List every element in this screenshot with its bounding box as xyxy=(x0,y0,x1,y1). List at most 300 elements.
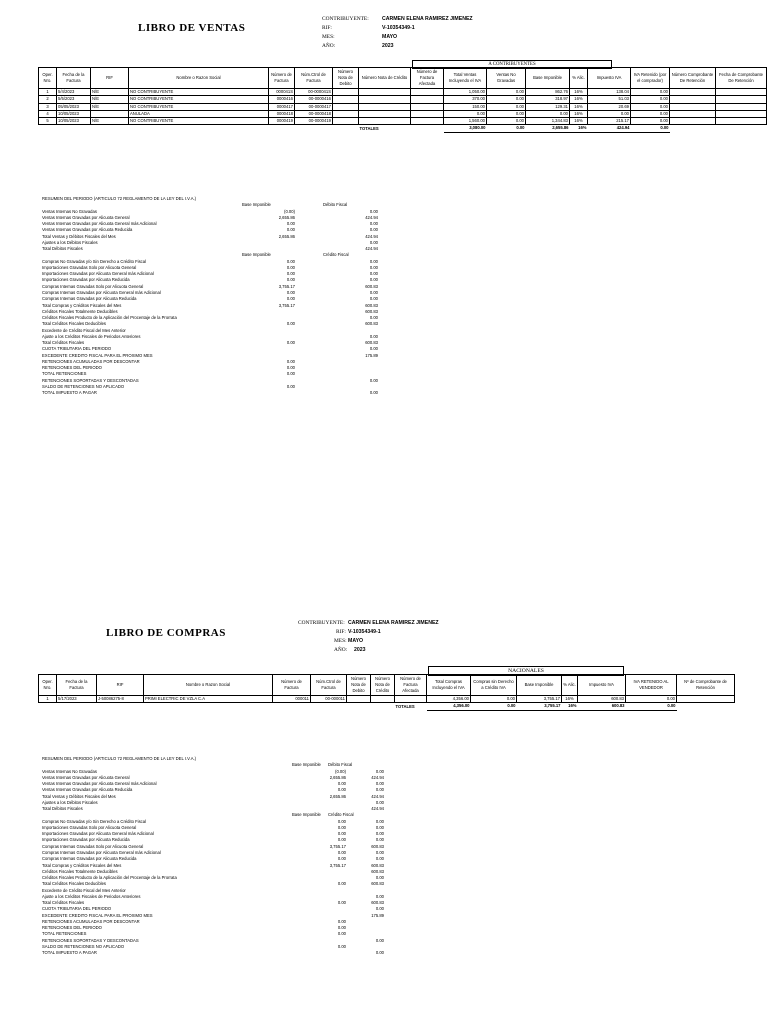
table-cell: 370.00 xyxy=(444,96,487,103)
table-cell xyxy=(716,96,767,103)
table-cell xyxy=(411,118,444,125)
summary-base-value: 0.00 xyxy=(337,856,346,862)
summary-fiscal-value: 600.83 xyxy=(371,868,384,874)
table-cell: NO CONTRIBUYENTE xyxy=(129,118,269,125)
table-cell: 129.31 xyxy=(526,103,570,110)
table-cell xyxy=(347,696,371,703)
table-cell: 10/05/2023 xyxy=(57,110,91,117)
table-row xyxy=(39,103,767,110)
summary-label: Ventas Internas Gravadas por Alicuota General xyxy=(42,774,130,780)
table-cell: 0000419 xyxy=(269,118,295,125)
summary-label: Total Créditos Fiscales xyxy=(42,340,85,346)
summary-base-value: (0.00) xyxy=(335,768,346,774)
summary-base-value: 2,655.86 xyxy=(329,793,346,799)
table-cell: 3,755.17 xyxy=(517,696,562,703)
summary-fiscal-value: 0.00 xyxy=(375,875,384,881)
sales-book-title: LIBRO DE VENTAS xyxy=(138,22,246,34)
column-header: IVA RETENIDO AL VENDEDOR xyxy=(626,675,677,696)
column-header: Impuesto IVA xyxy=(588,68,631,89)
year-value: 2023 xyxy=(382,43,394,49)
summary-base-value: 0.00 xyxy=(286,227,295,233)
summary-fiscal-value: 600.83 xyxy=(365,321,378,327)
summary-base-value: 0.00 xyxy=(337,818,346,824)
summary-label: Total Compras y Créditos Fiscales del Mes xyxy=(42,862,122,868)
summary-fiscal-value: 600.83 xyxy=(371,881,384,887)
table-cell: 1 xyxy=(39,89,57,96)
summary-base-value: 3,755.17 xyxy=(329,843,346,849)
summary-base-value: 0.00 xyxy=(286,340,295,346)
table-row xyxy=(39,96,767,103)
summary-fiscal-value: 0.00 xyxy=(375,799,384,805)
table-cell xyxy=(411,96,444,103)
rif-label: RIF: xyxy=(322,25,332,31)
table-cell: 0000418 xyxy=(269,110,295,117)
table-cell: N/E xyxy=(91,96,129,103)
summary-base-value: 0.00 xyxy=(337,881,346,887)
table-cell: 3 xyxy=(39,103,57,110)
summary-fiscal-value: 0.00 xyxy=(375,856,384,862)
summary-label: EXCEDENTE CREDITO FISCAL PARA EL PROXIMO MES xyxy=(42,352,153,358)
table-cell: 0.00 xyxy=(631,118,670,125)
summary-label: Compras Internas Gravadas Solo por Alicuota General xyxy=(42,843,144,849)
summary-label: Total Ventas y Débitos Fiscales del Mes xyxy=(42,793,116,799)
summary-fiscal-value: 0.00 xyxy=(375,849,384,855)
totals-cell-label: TOTALES xyxy=(395,703,415,709)
summary-base-value: 0.00 xyxy=(337,918,346,924)
purchases-period-summary xyxy=(42,756,402,957)
summary-fiscal-value: 0.00 xyxy=(369,271,378,277)
summary-fiscal-value: 600.83 xyxy=(371,900,384,906)
table-cell: 1,560.00 xyxy=(444,118,487,125)
table-cell: 600.83 xyxy=(578,696,626,703)
column-header: Ventas No Gravadas xyxy=(487,68,526,89)
summary-title: RESUMEN DEL PERIODO (ARTICULO 72 REGLAMENTO DE LA LEY DEL I.V.A.) xyxy=(42,196,197,201)
totals-cell-alic: 16% xyxy=(570,125,588,132)
table-cell: 16% xyxy=(570,103,588,110)
totals-cell-total: 3,080.00 xyxy=(444,125,487,132)
rif-value: V-10354349-1 xyxy=(348,629,381,635)
column-header: Compras sin Derecho a Crédito IVA xyxy=(471,675,517,696)
column-header: Fecha de Comprobante De Retención xyxy=(716,68,767,89)
table-cell xyxy=(371,696,395,703)
summary-fiscal-value: 0.00 xyxy=(369,227,378,233)
table-cell: 00-000011 xyxy=(311,696,347,703)
summary-base-value: 3,755.17 xyxy=(278,283,295,289)
summary-label: Ventas Internas Gravadas por Alicuota Reducida xyxy=(42,227,133,233)
summary-label: RETENCIONES ACUMULADAS POR DESCONTAR xyxy=(42,918,140,924)
summary-fiscal-value: 0.00 xyxy=(375,893,384,899)
summary-label: Importaciones Gravadas Solo por Alicuota General xyxy=(42,824,137,830)
table-cell: 138.04 xyxy=(588,89,631,96)
summary-label: RETENCIONES DEL PERIODO xyxy=(42,365,102,371)
summary-fiscal-value: 424.94 xyxy=(371,774,384,780)
totals-empty-cell xyxy=(677,703,735,710)
summary-base-value: 0.00 xyxy=(286,321,295,327)
summary-label: Ajustes a los Débitos Fiscales xyxy=(42,799,98,805)
table-cell: 16% xyxy=(570,118,588,125)
summary-fiscal-value: 0.00 xyxy=(369,296,378,302)
column-header: Número Nota de Crédito xyxy=(359,68,411,89)
purchases-header-info xyxy=(298,620,498,656)
column-header: Número de Factura xyxy=(269,68,295,89)
base-imponible-header: Base Imponible xyxy=(292,812,321,818)
table-cell xyxy=(411,89,444,96)
summary-fiscal-value: 424.94 xyxy=(371,793,384,799)
summary-base-value: 2,655.86 xyxy=(278,233,295,239)
table-cell: 00-0000419 xyxy=(295,118,333,125)
summary-fiscal-value: 600.83 xyxy=(365,340,378,346)
table-cell: 0000417 xyxy=(269,103,295,110)
table-cell: 318.97 xyxy=(526,96,570,103)
summary-label: Total Compras y Créditos Fiscales del Mes xyxy=(42,302,122,308)
sales-period-summary xyxy=(42,196,402,397)
summary-fiscal-value: 0.00 xyxy=(375,831,384,837)
summary-base-value: 0.00 xyxy=(337,943,346,949)
totals-empty-cell xyxy=(311,703,347,710)
summary-label: Importaciones Gravadas por Alicuota Reducida xyxy=(42,837,130,843)
taxpayer-name: CARMEN ELENA RAMIREZ JIMENEZ xyxy=(382,16,473,22)
table-cell: 000041S xyxy=(269,89,295,96)
table-cell xyxy=(359,118,411,125)
table-cell: ANULADA xyxy=(129,110,269,117)
summary-label: Créditos Fiscales Totalmente Deducibles xyxy=(42,868,118,874)
sales-header-info xyxy=(322,16,522,52)
summary-base-value: 0.00 xyxy=(337,900,346,906)
summary-fiscal-value: 0.00 xyxy=(369,346,378,352)
column-header: Número de Factura Afectada xyxy=(411,68,444,89)
summary-row xyxy=(42,950,402,956)
table-cell: 0.00 xyxy=(471,696,517,703)
summary-fiscal-value: 0.00 xyxy=(375,824,384,830)
summary-label: Ajuste a los Créditos Fiscales de Periodos Anteriores xyxy=(42,333,141,339)
totals-cell-total: 4,356.00 xyxy=(427,703,471,710)
summary-label: Créditos Fiscales Producto de la Aplicación del Procentaje de la Prorrata xyxy=(42,315,177,321)
table-cell xyxy=(333,103,359,110)
summary-fiscal-value: 0.00 xyxy=(375,768,384,774)
column-header: Fecha de la Factura xyxy=(57,675,97,696)
table-cell xyxy=(716,110,767,117)
summary-fiscal-value: 424.94 xyxy=(365,246,378,252)
table-cell: 0.00 xyxy=(487,118,526,125)
table-cell xyxy=(359,103,411,110)
table-cell: 0.00 xyxy=(526,110,570,117)
column-header: Número Nota de Crédito xyxy=(371,675,395,696)
summary-fiscal-value: 600.83 xyxy=(371,862,384,868)
summary-fiscal-value: 0.00 xyxy=(369,333,378,339)
table-cell: 16% xyxy=(562,696,578,703)
table-cell: NO CONTRIBUYENTE xyxy=(129,103,269,110)
summary-fiscal-value: 600.83 xyxy=(365,308,378,314)
summary-fiscal-value: 0.00 xyxy=(369,239,378,245)
totals-empty-cell xyxy=(411,125,444,132)
totals-cell-base: 2,655.86 xyxy=(526,125,570,132)
totals-row xyxy=(39,125,767,132)
summary-label: Ventas Internas Gravadas por Alicuota General más Adicional xyxy=(42,221,157,227)
table-cell xyxy=(359,96,411,103)
debito-fiscal-header: Débito Fiscal xyxy=(328,762,353,768)
table-cell: 16% xyxy=(570,89,588,96)
summary-fiscal-value: 0.00 xyxy=(375,781,384,787)
summary-base-value: 0.00 xyxy=(286,221,295,227)
table-cell: 5 xyxy=(39,118,57,125)
table-cell xyxy=(670,103,716,110)
summary-label: Total Débitos Fiscales xyxy=(42,806,83,812)
summary-label: CUOTA TRIBUTARIA DEL PERIODO xyxy=(42,346,112,352)
summary-fiscal-value: 424.94 xyxy=(371,806,384,812)
summary-label: Ventas Internas Gravadas por Alicuota Reducida xyxy=(42,787,133,793)
column-header: Base Imponible xyxy=(526,68,570,89)
table-cell: 05/05/2023 xyxy=(57,103,91,110)
summary-base-value: 0.00 xyxy=(286,358,295,364)
totals-empty-cell xyxy=(347,703,371,710)
summary-label: Compras Internas Gravadas por Alicuota Reducida xyxy=(42,296,137,302)
table-cell xyxy=(333,118,359,125)
summary-fiscal-value: 175.89 xyxy=(371,912,384,918)
year-label: AÑO: xyxy=(334,647,348,653)
summary-label: RETENCIONES DEL PERIODO xyxy=(42,925,102,931)
table-cell: 0.00 xyxy=(487,89,526,96)
column-header: IVA Retenido (por el comprador) xyxy=(631,68,670,89)
table-cell xyxy=(670,118,716,125)
sales-header-row xyxy=(39,68,767,89)
summary-label: RETENCIONES SOPORTADAS Y DESCONTADAS xyxy=(42,377,139,383)
summary-label: Excedente de Crédito Fiscal del Mes Anterior xyxy=(42,327,126,333)
totals-empty-cell xyxy=(97,703,144,710)
totals-empty-cell xyxy=(273,703,311,710)
column-header: Número de Factura xyxy=(273,675,311,696)
summary-fiscal-value: 0.00 xyxy=(375,837,384,843)
month-label: MES: xyxy=(322,34,335,40)
table-cell xyxy=(716,118,767,125)
summary-label: Ventas Internas Gravadas por Alicuota General xyxy=(42,214,130,220)
column-header: Número Nota de Debito xyxy=(347,675,371,696)
table-cell: 000011 xyxy=(273,696,311,703)
summary-label: Ventas Internas No Gravadas xyxy=(42,208,97,214)
summary-base-value: 0.00 xyxy=(286,371,295,377)
summary-label: Ajuste a los Créditos Fiscales de Periodos Anteriores xyxy=(42,893,141,899)
summary-label: Importaciones Gravadas por Alicuota General más Adicional xyxy=(42,271,154,277)
summary-base-value: 0.00 xyxy=(337,849,346,855)
totals-empty-cell xyxy=(269,125,295,132)
table-cell: 5/5/2023 xyxy=(57,96,91,103)
month-value: MAYO xyxy=(348,638,364,644)
table-cell xyxy=(91,110,129,117)
summary-label: Excedente de Crédito Fiscal del Mes Anterior xyxy=(42,887,126,893)
taxpayer-label: CONTRIBUYENTE: xyxy=(298,620,345,626)
summary-fiscal-value: 424.94 xyxy=(365,233,378,239)
summary-fiscal-value: 424.94 xyxy=(365,214,378,220)
summary-fiscal-value: 0.00 xyxy=(375,818,384,824)
totals-cell-base: 3,755.17 xyxy=(517,703,562,710)
table-cell xyxy=(670,110,716,117)
table-cell xyxy=(395,696,427,703)
summary-base-value: (0.00) xyxy=(284,208,295,214)
summary-base-value: 0.00 xyxy=(337,931,346,937)
summary-label: Ventas Internas Gravadas por Alicuota General más Adicional xyxy=(42,781,157,787)
column-header: RIF xyxy=(91,68,129,89)
debito-fiscal-header: Débito Fiscal xyxy=(323,202,348,208)
table-row xyxy=(39,696,735,703)
base-imponible-header: Base Imponible xyxy=(292,762,321,768)
column-header: Núm.Ctrol de Factura xyxy=(295,68,333,89)
totals-empty-cell xyxy=(371,703,395,710)
totals-cell-iva: 424.94 xyxy=(588,125,631,132)
table-cell: N/E xyxy=(91,89,129,96)
summary-fiscal-value: 0.00 xyxy=(375,950,384,956)
purchases-header-row xyxy=(39,675,735,696)
table-row xyxy=(39,89,767,96)
column-header: % Alic. xyxy=(570,68,588,89)
summary-label: Ventas Internas No Gravadas xyxy=(42,768,97,774)
column-header: Base Imponible xyxy=(517,675,562,696)
table-cell xyxy=(359,89,411,96)
summary-label: TOTAL RETENCIONES xyxy=(42,931,87,937)
summary-base-value: 3,755.17 xyxy=(329,862,346,868)
summary-label: SALDO DE RETENCIONES NO APLICADO xyxy=(42,943,125,949)
totals-empty-cell xyxy=(295,125,333,132)
summary-base-value: 0.00 xyxy=(286,383,295,389)
table-cell: 1,050.00 xyxy=(444,89,487,96)
summary-base-value: 0.00 xyxy=(337,837,346,843)
totals-empty-cell xyxy=(57,125,91,132)
summary-fiscal-value: 0.00 xyxy=(369,390,378,396)
totals-cell-label: TOTALES xyxy=(359,125,379,131)
table-cell: 0000416 xyxy=(269,96,295,103)
base-imponible-header: Base Imponible xyxy=(242,202,271,208)
totals-empty-cell xyxy=(91,125,129,132)
summary-label: TOTAL IMPUESTO A PAGAR xyxy=(42,950,97,956)
summary-fiscal-value: 0.00 xyxy=(369,264,378,270)
table-cell: 00-0000416 xyxy=(295,96,333,103)
table-cell: PRIMI ELECTRIC DE VZLA C.A xyxy=(144,696,273,703)
table-cell xyxy=(677,696,735,703)
table-cell: 1 xyxy=(39,696,57,703)
totals-empty-cell xyxy=(57,703,97,710)
sales-group-label: A CONTRIBUYENTES xyxy=(488,62,536,67)
taxpayer-label: CONTRIBUYENTE: xyxy=(322,16,369,22)
table-cell xyxy=(716,89,767,96)
summary-fiscal-value: 0.00 xyxy=(369,258,378,264)
summary-row xyxy=(42,390,402,396)
table-cell: 00-000041S xyxy=(295,89,333,96)
column-header: RIF xyxy=(97,675,144,696)
summary-base-value: 0.00 xyxy=(286,365,295,371)
table-cell: 215.17 xyxy=(588,118,631,125)
summary-fiscal-value: 175.89 xyxy=(365,352,378,358)
table-cell: 862.76 xyxy=(526,89,570,96)
totals-cell-iva: 600.83 xyxy=(578,703,626,710)
totals-row xyxy=(39,703,735,710)
table-cell: J-50086275-8 xyxy=(97,696,144,703)
totals-empty-cell xyxy=(144,703,273,710)
column-header: Número Nota de Debito xyxy=(333,68,359,89)
summary-label: SALDO DE RETENCIONES NO APLICADO xyxy=(42,383,125,389)
summary-base-value: 0.00 xyxy=(337,781,346,787)
summary-fiscal-value: 0.00 xyxy=(369,315,378,321)
month-value: MAYO xyxy=(382,34,398,40)
summary-base-value: 2,655.86 xyxy=(278,214,295,220)
table-cell: 10/05/2023 xyxy=(57,118,91,125)
table-cell: 5/4/2023 xyxy=(57,89,91,96)
year-label: AÑO: xyxy=(322,43,336,49)
table-cell: N/E xyxy=(91,103,129,110)
table-cell: 16% xyxy=(570,96,588,103)
table-cell: 00-0000417 xyxy=(295,103,333,110)
totals-empty-cell xyxy=(39,125,57,132)
summary-base-value: 0.00 xyxy=(337,787,346,793)
column-header: Total Ventas Incluyendo el IVA xyxy=(444,68,487,89)
table-cell: 16% xyxy=(570,110,588,117)
sales-table xyxy=(38,67,767,133)
summary-label: Importaciones Gravadas por Alicuota Reducida xyxy=(42,277,130,283)
totals-cell-alic: 16% xyxy=(562,703,578,710)
summary-label: EXCEDENTE CREDITO FISCAL PARA EL PROXIMO MES xyxy=(42,912,153,918)
totals-cell-sin_derecho: 0.00 xyxy=(471,703,517,710)
summary-base-value: 0.00 xyxy=(337,824,346,830)
table-cell: 0.00 xyxy=(631,96,670,103)
base-imponible-header: Base Imponible xyxy=(242,252,271,258)
column-header: Número de Factura Afectada xyxy=(395,675,427,696)
table-cell: 1,344.83 xyxy=(526,118,570,125)
table-cell: NO CONTRIBUYENTE xyxy=(129,89,269,96)
table-cell: 0.00 xyxy=(444,110,487,117)
summary-fiscal-value: 600.83 xyxy=(365,302,378,308)
column-header: Número Comprobante De Retención xyxy=(670,68,716,89)
column-header: Nombre o Razon Social xyxy=(144,675,273,696)
table-cell: NO CONTRIBUYENTE xyxy=(129,96,269,103)
table-cell: 0.00 xyxy=(588,110,631,117)
summary-label: Créditos Fiscales Producto de la Aplicación del Procentaje de la Prorrata xyxy=(42,875,177,881)
column-header: Núm.Ctrol de Factura xyxy=(311,675,347,696)
summary-label: Compras Internas Gravadas por Alicuota Reducida xyxy=(42,856,137,862)
summary-label: Compras Internas Gravadas Solo por Alicuota General xyxy=(42,283,144,289)
table-cell xyxy=(716,103,767,110)
totals-empty-cell xyxy=(670,125,716,132)
summary-label: RETENCIONES SOPORTADAS Y DESCONTADAS xyxy=(42,937,139,943)
table-cell: 00-0000418 xyxy=(295,110,333,117)
totals-cell-retenido: 0.00 xyxy=(631,125,670,132)
summary-label: TOTAL IMPUESTO A PAGAR xyxy=(42,390,97,396)
summary-base-value: 0.00 xyxy=(286,277,295,283)
table-cell: 150.00 xyxy=(444,103,487,110)
summary-label: Compras No Gravadas y/o Sin Derecho a Crédito Fiscal xyxy=(42,818,147,824)
month-label: MES: xyxy=(334,638,347,644)
summary-label: TOTAL RETENCIONES xyxy=(42,371,87,377)
table-row xyxy=(39,118,767,125)
summary-base-value: 3,755.17 xyxy=(278,302,295,308)
summary-base-value: 0.00 xyxy=(337,925,346,931)
summary-fiscal-value: 600.83 xyxy=(371,843,384,849)
totals-empty-cell xyxy=(129,125,269,132)
summary-base-value: 0.00 xyxy=(286,258,295,264)
table-cell xyxy=(670,96,716,103)
purchases-table xyxy=(38,674,735,711)
totals-empty-cell xyxy=(716,125,767,132)
table-cell: 4 xyxy=(39,110,57,117)
totals-empty-cell xyxy=(333,125,359,132)
column-header: Nº de Comprobante de Retención xyxy=(677,675,735,696)
table-cell xyxy=(333,110,359,117)
summary-base-value: 0.00 xyxy=(286,271,295,277)
summary-base-value: 0.00 xyxy=(286,264,295,270)
summary-fiscal-value: 0.00 xyxy=(375,937,384,943)
summary-fiscal-value: 0.00 xyxy=(369,208,378,214)
summary-base-value: 0.00 xyxy=(286,296,295,302)
table-cell: 0.00 xyxy=(631,89,670,96)
summary-label: Importaciones Gravadas Solo por Alicuota General xyxy=(42,264,137,270)
summary-label: Total Débitos Fiscales xyxy=(42,246,83,252)
table-cell: N/E xyxy=(91,118,129,125)
